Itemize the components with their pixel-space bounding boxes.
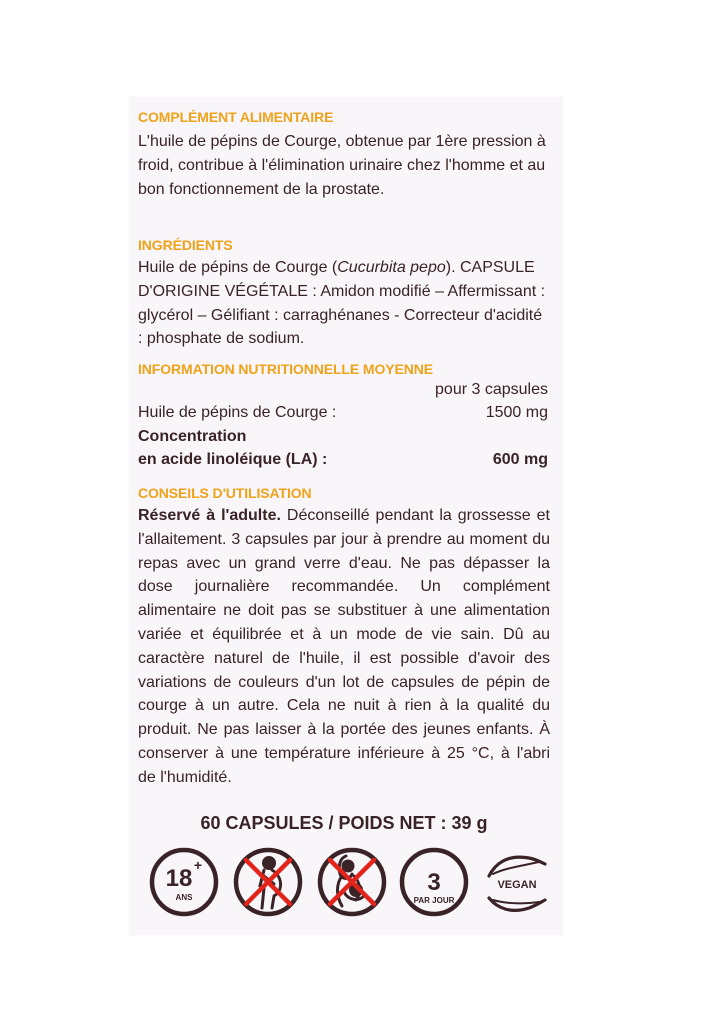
vegan-icon	[481, 846, 553, 918]
nutrition-row1-label: Huile de pépins de Courge :	[138, 404, 337, 421]
ingredients-capsule-text: CAPSULE D'ORIGINE VÉGÉTALE : Amidon modifié – Affermissant : glycérol – Gélifiant : carraghénanes - Correcteur d'acidité : phosphate de sodium.	[138, 259, 546, 348]
nutrition-row1-value: 1500 mg	[485, 404, 548, 421]
ingredients-text	[138, 256, 550, 351]
conseils-heading: CONSEILS D'UTILISATION	[138, 485, 312, 501]
dosage-number: 3	[427, 869, 441, 896]
age-unit: ANS	[175, 893, 193, 902]
age-18-icon	[148, 846, 220, 918]
complement-heading: COMPLÉMENT ALIMENTAIRE	[138, 109, 334, 125]
vegan-label: VEGAN	[497, 879, 537, 891]
ingredients-latin-name: Cucurbita pepo	[337, 259, 446, 276]
nutrition-row2-label-line1: Concentration	[138, 428, 247, 445]
conseils-body: Déconseillé pendant la grossesse et l'allaitement. 3 capsules par jour à prendre au moment du repas avec un grand verre d'eau. Ne pas dépasser la dose journalière recommandée. Un complément alimentaire ne doit pas se substituer à une alimentation variée et équilibrée et à un mode de vie sain. Dû au caractère naturel de l'huile, il est possible d'avoir des variations de couleurs d'un lot de capsules de pépin de courge à un autre. Cela ne nuit à rien à la qualité du produit. Ne pas laisser à la portée des jeunes enfants. À conserver à une température inférieure à 25 °C, à l'abri de l'humidité.	[138, 507, 551, 786]
complement-text: L'huile de pépins de Courge, obtenue par 1ère pression à froid, contribue à l'élimination urinaire chez l'homme et au bon fonctionnement de la prostate.	[138, 133, 546, 198]
dosage-per-day-icon	[398, 846, 470, 918]
ingredients-line1-prefix: Huile de pépins de Courge (	[138, 259, 338, 276]
nutrition-heading: INFORMATION NUTRITIONNELLE MOYENNE	[138, 361, 433, 377]
net-weight: 60 CAPSULES / POIDS NET : 39 g	[200, 813, 488, 833]
no-breastfeeding-icon	[316, 846, 388, 918]
conseils-intro: Réservé à l'adulte.	[138, 507, 281, 524]
conseils-text	[138, 504, 550, 790]
nutrition-row2-value: 600 mg	[492, 451, 548, 468]
no-pregnant-icon	[232, 846, 304, 918]
dosage-caption: PAR JOUR	[413, 896, 455, 905]
nutrition-per-serving: pour 3 capsules	[435, 381, 548, 398]
ingredients-heading: INGRÉDIENTS	[138, 237, 233, 253]
age-number: 18	[165, 865, 193, 892]
nutrition-row2-label-line2: en acide linoléique (LA) :	[138, 451, 328, 468]
ingredients-line1-suffix: ).	[445, 259, 456, 276]
age-plus: +	[193, 857, 203, 873]
